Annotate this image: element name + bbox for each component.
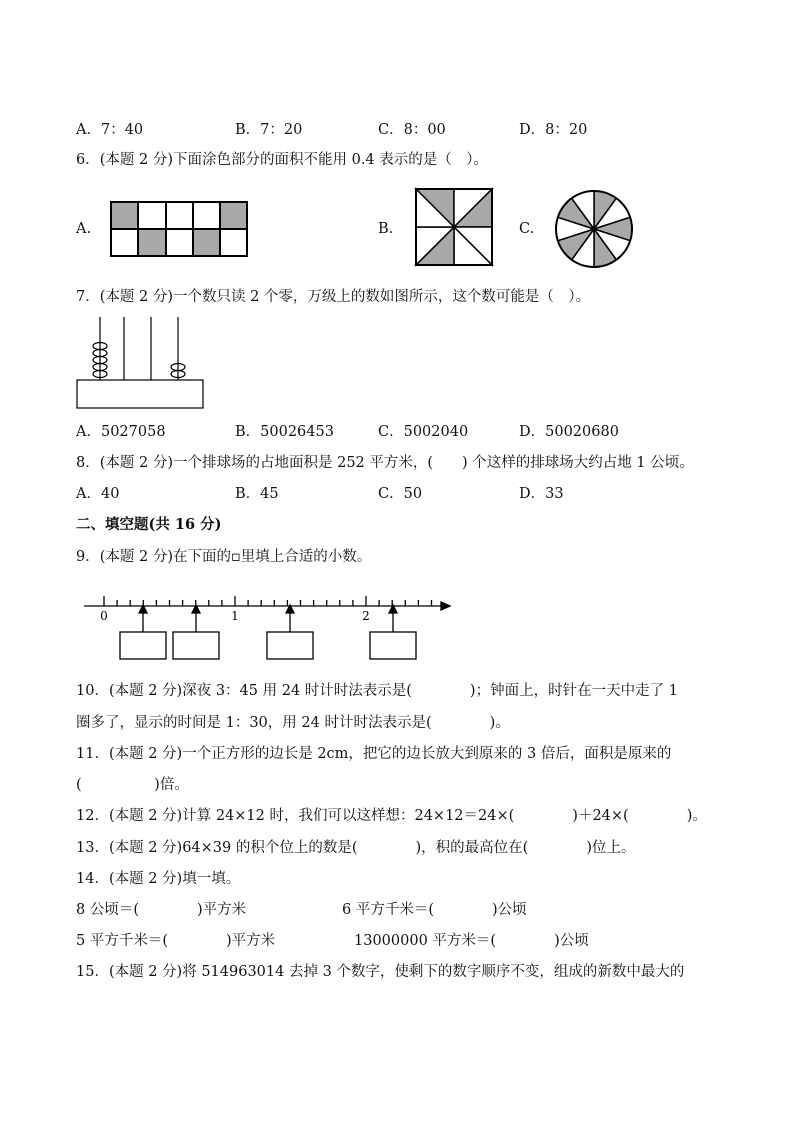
q6-figure-b-square xyxy=(415,188,493,266)
answer-box xyxy=(267,632,313,659)
section-2-title: 二、填空题(共 16 分) xyxy=(76,516,222,533)
q11-line1: 11．(本题 2 分)一个正方形的边长是 2cm，把它的边长放大到原来的 3 倍后，面积是原来的 xyxy=(76,746,672,762)
q6-figure-a-grid xyxy=(110,201,248,257)
q8-option-b: B．45 xyxy=(235,486,279,502)
q7-abacus-figure xyxy=(76,315,206,411)
q7-option-b: B．50026453 xyxy=(235,424,334,440)
q5-option-c: C．8：00 xyxy=(378,122,446,138)
q7-option-c: C．5002040 xyxy=(378,424,469,440)
q5-option-a: A．7：40 xyxy=(76,122,144,138)
q8-option-d: D．33 xyxy=(519,486,564,502)
q8-option-a: A．40 xyxy=(76,486,120,502)
q7-stem: 7．(本题 2 分)一个数只读 2 个零，万级上的数如图所示，这个数可能是（ ）。 xyxy=(76,289,591,305)
q9-tick-label-0: 0 xyxy=(100,609,108,623)
q6-label-c: C. xyxy=(519,221,535,237)
q14-item-3: 5 平方千米＝( )平方米 xyxy=(76,933,276,949)
q6-figure-c-circle xyxy=(554,189,634,269)
q14-stem: 14．(本题 2 分)填一填。 xyxy=(76,871,241,887)
q14-item-2: 6 平方千米＝( )公顷 xyxy=(342,902,527,918)
q9-tick-label-1: 1 xyxy=(231,609,239,623)
q10-line1: 10．(本题 2 分)深夜 3：45 用 24 时计时法表示是( )；钟面上，时针在一天中走了 1 xyxy=(76,683,678,699)
q9-tick-label-2: 2 xyxy=(362,609,370,623)
q6-label-b: B. xyxy=(378,221,394,237)
q8-stem: 8．(本题 2 分)一个排球场的占地面积是 252 平方米，( ) 个这样的排球场大约占地 1 公顷。 xyxy=(76,455,694,471)
answer-box xyxy=(173,632,219,659)
q9-stem: 9．(本题 2 分)在下面的▫里填上合适的小数。 xyxy=(76,549,372,565)
q9-number-line xyxy=(84,592,456,664)
q6-label-a: A. xyxy=(76,221,92,237)
q11-line2: ( )倍。 xyxy=(76,777,189,793)
q5-option-b: B．7：20 xyxy=(235,122,303,138)
q15-stem: 15．(本题 2 分)将 514963014 去掉 3 个数字，使剩下的数字顺序不变，组成的新数中最大的 xyxy=(76,964,685,980)
q13-stem: 13．(本题 2 分)64×39 的积个位上的数是( )，积的最高位在( )位上。 xyxy=(76,840,636,856)
q6-stem: 6．(本题 2 分)下面涂色部分的面积不能用 0.4 表示的是（ ）。 xyxy=(76,152,489,168)
q5-option-d: D．8：20 xyxy=(519,122,588,138)
q7-option-d: D．50020680 xyxy=(519,424,619,440)
q10-line2: 圈多了，显示的时间是 1：30，用 24 时计时法表示是( )。 xyxy=(76,715,510,731)
q12-stem: 12．(本题 2 分)计算 24×12 时，我们可以这样想：24×12＝24×( )＋24×( )。 xyxy=(76,808,707,824)
q14-item-4: 13000000 平方米＝( )公顷 xyxy=(354,933,589,949)
number-line-arrowhead xyxy=(441,602,450,610)
answer-box xyxy=(120,632,166,659)
answer-box xyxy=(370,632,416,659)
q8-option-c: C．50 xyxy=(378,486,423,502)
q7-option-a: A．5027058 xyxy=(76,424,166,440)
q14-item-1: 8 公顷＝( )平方米 xyxy=(76,902,247,918)
